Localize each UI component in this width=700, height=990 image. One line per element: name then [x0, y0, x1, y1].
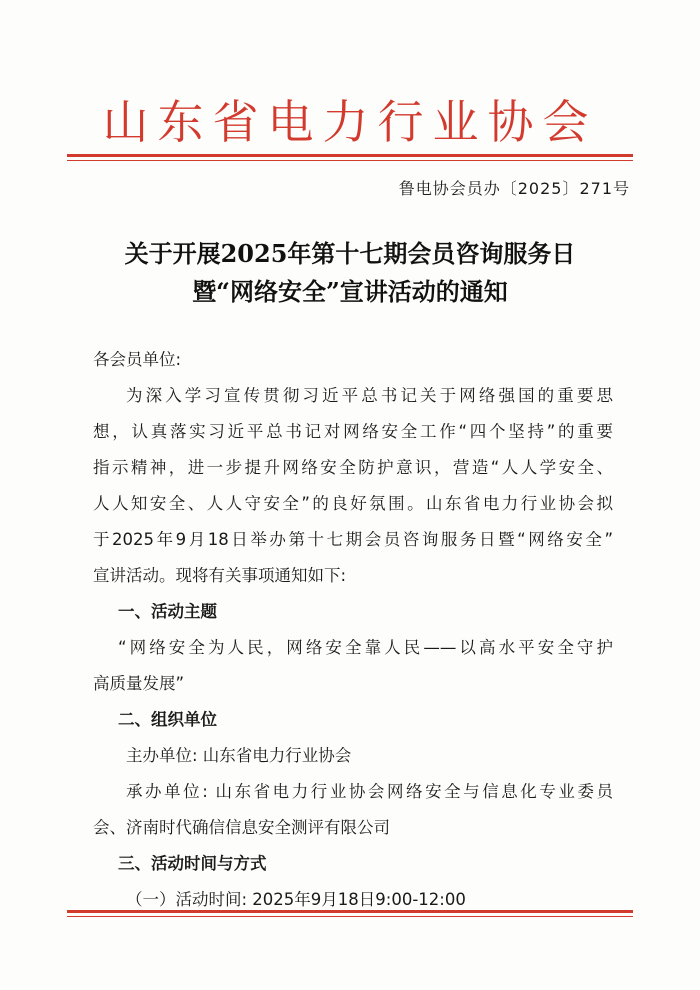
document-number: 鲁电协会员办〔2025〕271号 [398, 179, 630, 198]
intro-line: 于2025年9月18日举办第十七期会员咨询服务日暨“网络安全” [93, 530, 613, 549]
footer-divider-thick [67, 910, 633, 913]
intro-line: 为深入学习宣传贯彻习近平总书记关于网络强国的重要思 [126, 386, 613, 405]
document-title-line-1: 关于开展2025年第十七期会员咨询服务日 [124, 239, 576, 268]
intro-paragraph [93, 378, 613, 594]
document-body [93, 342, 613, 918]
intro-line: 宣讲活动。现将有关事项通知如下: [93, 566, 347, 585]
theme-line: “网络安全为人民，网络安全靠人民——以高水平安全守护 [118, 638, 613, 657]
organizer-undertaker-cont: 会、济南时代确信信息安全测评有限公司 [93, 818, 390, 837]
header-divider-thin [67, 160, 633, 161]
intro-line: 指示精神，进一步提升网络安全防护意识，营造“人人学安全、 [93, 458, 613, 477]
section-heading-time-method: 三、活动时间与方式 [118, 854, 267, 873]
header-divider-thick [67, 154, 633, 157]
salutation: 各会员单位: [93, 350, 182, 369]
organization-letterhead: 山东省电力行业协会 [102, 95, 598, 149]
activity-time: （一）活动时间: 2025年9月18日9:00-12:00 [126, 890, 466, 909]
organizer-undertaker: 承办单位: 山东省电力行业协会网络安全与信息化专业委员 [126, 782, 613, 801]
organizer-host: 主办单位: 山东省电力行业协会 [126, 746, 352, 765]
section-heading-theme: 一、活动主题 [118, 602, 217, 621]
intro-line: 人人知安全、人人守安全”的良好氛围。山东省电力行业协会拟 [93, 494, 613, 513]
section-heading-organizers: 二、组织单位 [118, 710, 217, 729]
document-title-line-2: 暨“网络安全”宣讲活动的通知 [192, 277, 508, 306]
theme-line: 高质量发展” [93, 674, 185, 693]
footer-divider-thin [67, 916, 633, 917]
intro-line: 想，认真落实习近平总书记对网络安全工作“四个坚持”的重要 [93, 422, 613, 441]
